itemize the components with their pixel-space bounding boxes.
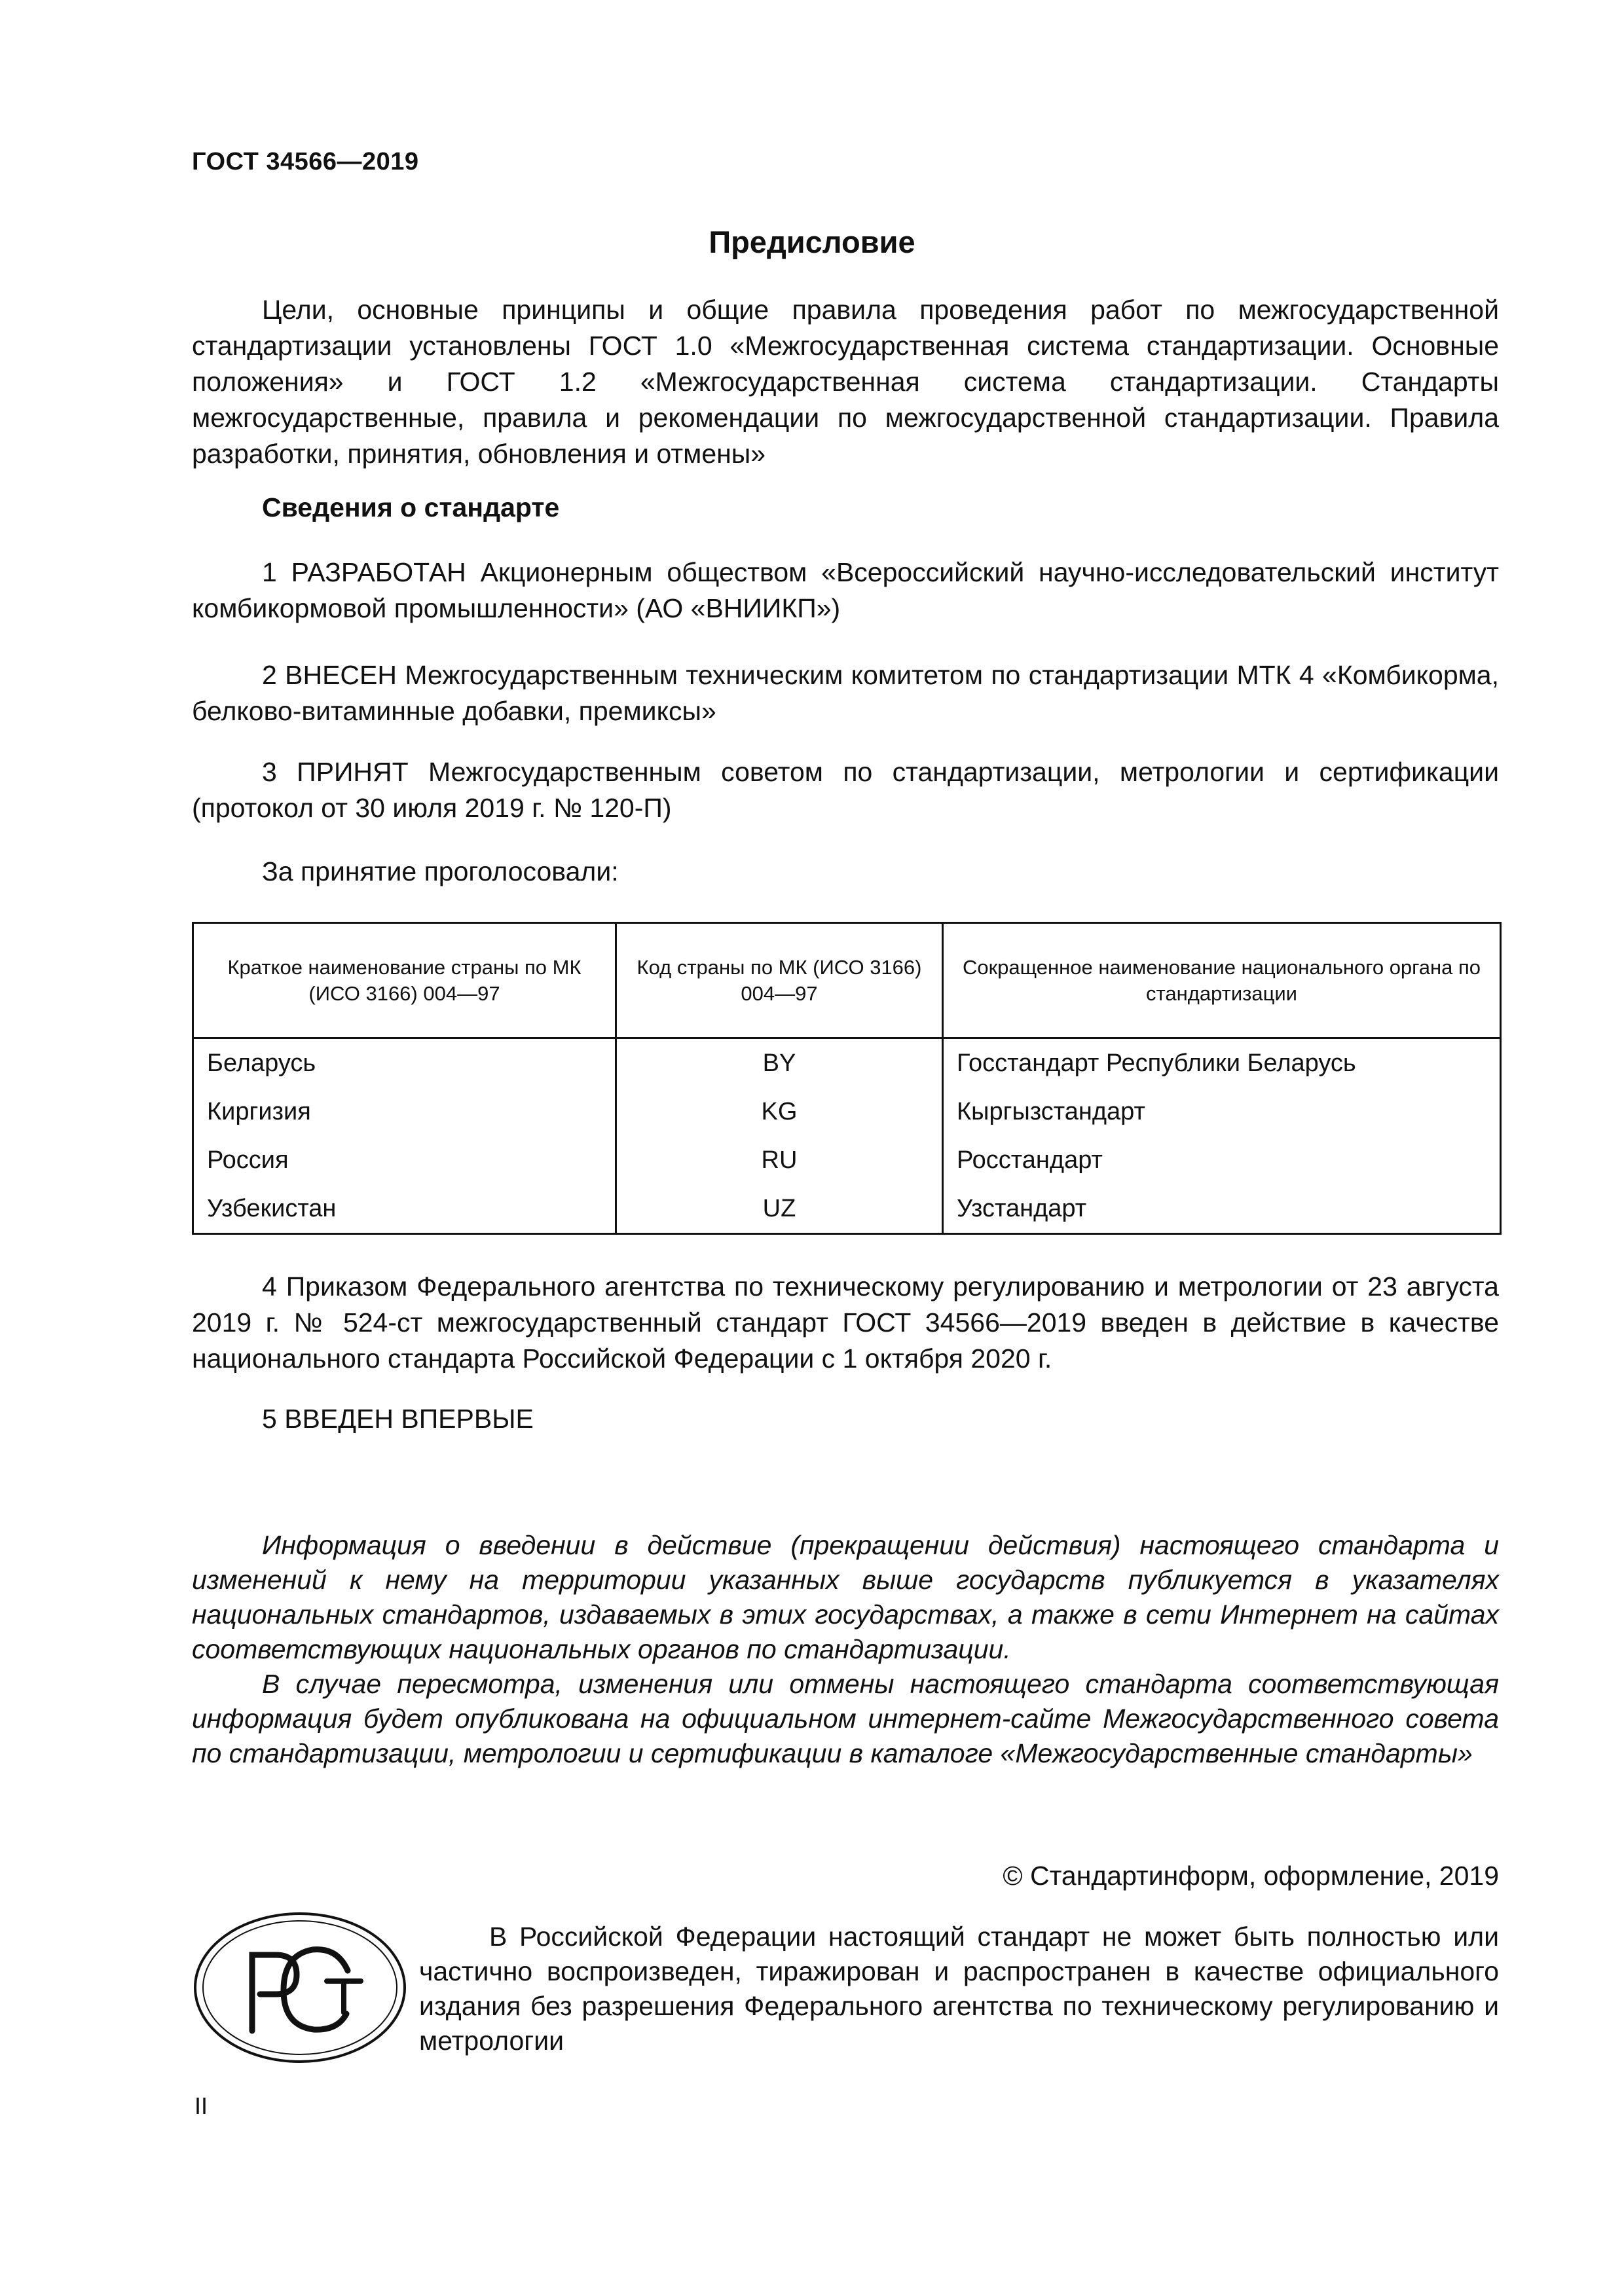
legal-notice: В Российской Федерации настоящий стандарт не может быть полностью или частично воспроизведен, тиражирован и распространен в качестве официального издания без разрешения Федерального агентства по техническому регулированию и метрологии [419, 1922, 1499, 2056]
item-4-order: 4 Приказом Федерального агентства по техническому регулированию и метрологии от 23 августа 2019 г. № 524-ст межгосударственный стандарт ГОСТ 34566—2019 введен в действие в качестве национального стандарта Российской Федерации с 1 октября 2020 г. [192, 1271, 1499, 1374]
body-cell: Госстандарт Республики Беларусь [943, 1038, 1501, 1088]
body-cell: Росстандарт [943, 1136, 1501, 1184]
table-row [193, 1087, 1501, 1136]
item-2-submitted: 2 ВНЕСЕН Межгосударственным техническим комитетом по стандартизации МТК 4 «Комбикорма, белково-витаминные добавки, премиксы» [192, 660, 1499, 726]
header-country: Краткое наименование страны по МК (ИСО 3166) 004—97 [193, 923, 616, 1038]
section-heading: Сведения о стандарте [262, 492, 560, 522]
copyright-notice: © Стандартинформ, оформление, 2019 [1003, 1861, 1499, 1891]
item-1-developed: 1 РАЗРАБОТАН Акционерным обществом «Всероссийский научно-исследовательский институт комбикормовой промышленности» (АО «ВНИИКП») [192, 557, 1499, 623]
country-cell: Россия [193, 1136, 616, 1184]
page-title: Предисловие [709, 225, 915, 259]
document-code-header: ГОСТ 34566—2019 [192, 148, 419, 175]
code-cell: BY [616, 1038, 943, 1088]
vote-intro: За принятие проголосовали: [262, 856, 619, 886]
country-cell: Киргизия [193, 1087, 616, 1136]
code-cell: UZ [616, 1184, 943, 1234]
code-cell: RU [616, 1136, 943, 1184]
code-cell: KG [616, 1087, 943, 1136]
table-row [193, 1136, 1501, 1184]
item-3-adopted: 3 ПРИНЯТ Межгосударственным советом по стандартизации, метрологии и сертификации (протокол от 30 июля 2019 г. № 120-П) [192, 757, 1499, 823]
info-paragraph-publication: Информация о введении в действие (прекращении действия) настоящего стандарта и изменений к нему на территории указанных выше государств публикуется в указателях национальных стандартов, издаваемых в этих государствах, а также в сети Интернет на сайтах соответствующих национальных органов по стандартизации. [192, 1530, 1499, 1664]
country-cell: Беларусь [193, 1038, 616, 1088]
voting-countries-table [192, 922, 1502, 1235]
table-header-row [193, 923, 1501, 1038]
body-cell: Узстандарт [943, 1184, 1501, 1234]
rst-certification-mark-icon [192, 1909, 408, 2066]
table-row [193, 1184, 1501, 1234]
body-cell: Кыргызстандарт [943, 1087, 1501, 1136]
page-number: II [194, 2092, 208, 2119]
table-row [193, 1038, 1501, 1088]
header-national-body: Сокращенное наименование национального органа по стандартизации [943, 923, 1501, 1038]
header-code: Код страны по МК (ИСО 3166) 004—97 [616, 923, 943, 1038]
intro-paragraph: Цели, основные принципы и общие правила проведения работ по межгосударственной стандартизации установлены ГОСТ 1.0 «Межгосударственная система стандартизации. Основные положения» и ГОСТ 1.2 «Межгосударственная система стандартизации. Стандарты межгосударственные, правила и рекомендации по межгосударственной стандартизации. Правила разработки, принятия, обновления и отмены» [192, 295, 1499, 469]
info-paragraph-revision: В случае пересмотра, изменения или отмены настоящего стандарта соответствующая информация будет опубликована на официальном интернет-сайте Межгосударственного совета по стандартизации, метрологии и сертификации в каталоге «Межгосударственные стандарты» [192, 1669, 1499, 1768]
country-cell: Узбекистан [193, 1184, 616, 1234]
item-5-first-introduced: 5 ВВЕДЕН ВПЕРВЫЕ [262, 1404, 534, 1434]
